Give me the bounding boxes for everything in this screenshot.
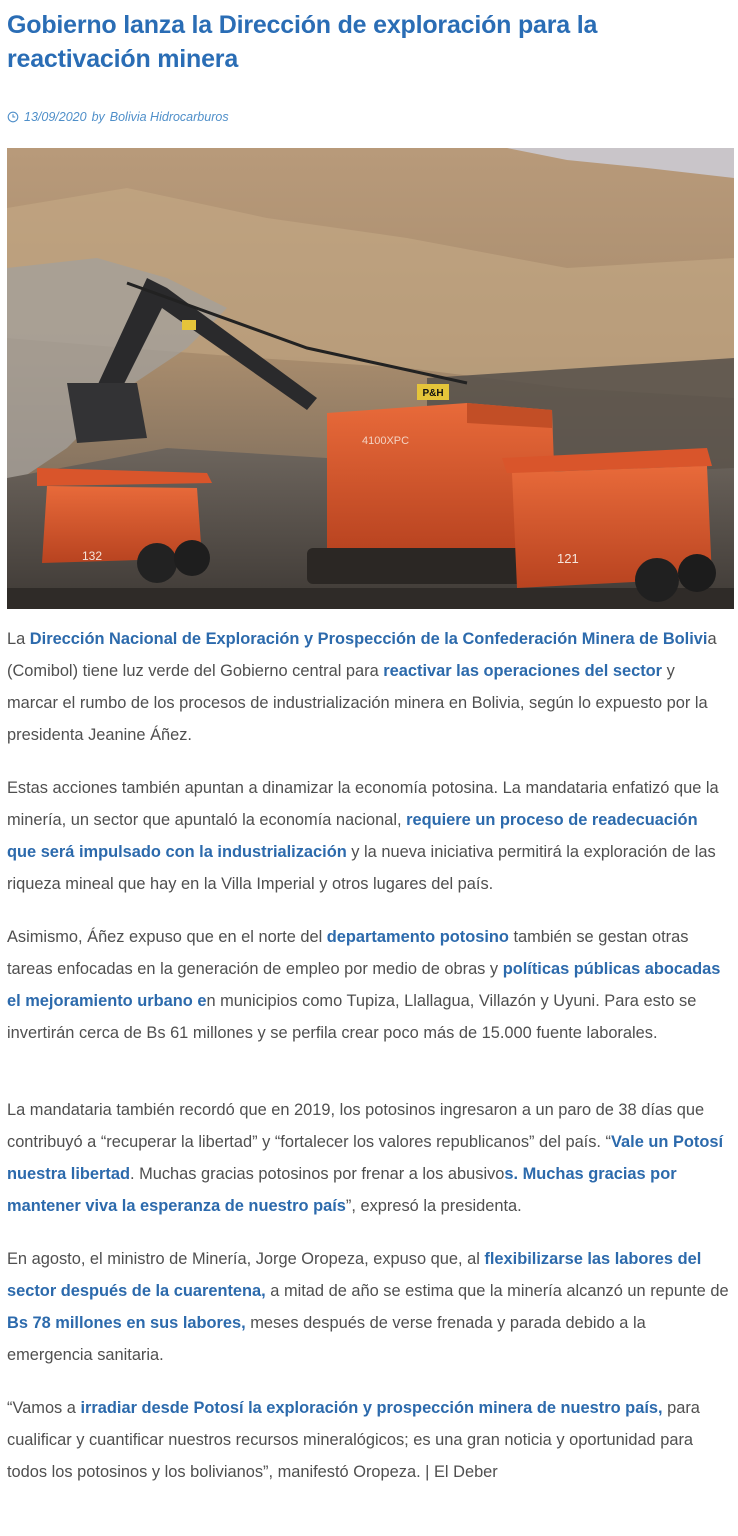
paragraph-2 bbox=[7, 772, 729, 900]
highlight-text: s. Muchas gracias por mantener viva la esperanza de nuestro país bbox=[7, 1165, 677, 1215]
paragraph-text: para cualificar y cuantificar nuestros recursos mineralógicos; es una gran noticia y oportunidad para todos los potosinos y los bolivianos”, manifestó Oropeza. | El Deber bbox=[7, 1399, 700, 1481]
paragraph-text: Asimismo, Áñez expuso que en el norte del bbox=[7, 928, 327, 946]
paragraph-text: meses después de verse frenada y parada debido a la emergencia sanitaria. bbox=[7, 1314, 646, 1364]
truck-left-number: 132 bbox=[82, 549, 103, 563]
truck-right-number: 121 bbox=[557, 551, 579, 566]
highlight-text: flexibilizarse las labores del sector después de la cuarentena, bbox=[7, 1250, 702, 1300]
paragraph-text: . Muchas gracias potosinos por frenar a los abusivo bbox=[129, 1165, 505, 1183]
highlight-text: Bs 78 millones en sus labores, bbox=[7, 1314, 246, 1332]
paragraph-text: a mitad de año se estima que la minería alcanzó un repunte de bbox=[265, 1282, 729, 1300]
clock-icon bbox=[7, 111, 19, 123]
highlight-text: departamento potosino bbox=[326, 928, 509, 946]
article-body bbox=[7, 623, 729, 1509]
highlight-text: irradiar desde Potosí la exploración y prospección minera de nuestro país, bbox=[80, 1399, 663, 1417]
article-date: 13/09/2020 bbox=[24, 110, 87, 124]
paragraph-text: y marcar el rumbo de los procesos de industrialización minera en Bolivia, según lo expuesto por la presidenta Jeanine Áñez. bbox=[7, 662, 708, 744]
shovel-brand-label: P&H bbox=[422, 388, 444, 399]
paragraph-3 bbox=[7, 921, 729, 1049]
shovel-model-label: 4100XPC bbox=[362, 435, 410, 447]
mining-photo bbox=[7, 148, 734, 609]
highlight-text: requiere un proceso de readecuación que será impulsado con la industrialización bbox=[7, 811, 698, 861]
highlight-text: Vale un Potosí nuestra libertad bbox=[7, 1133, 724, 1183]
paragraph-text: La mandataria también recordó que en 2019, los potosinos ingresaron a un paro de 38 días que contribuyó a “recuperar la libertad” y “fortalecer los valores republicanos” del país. “ bbox=[7, 1101, 705, 1151]
paragraph-text: “Vamos a bbox=[7, 1399, 81, 1417]
paragraph-4 bbox=[7, 1094, 729, 1222]
paragraph-text: Estas acciones también apuntan a dinamizar la economía potosina. La mandataria enfatizó que la minería, un sector que apuntaló la economía nacional, bbox=[7, 779, 719, 829]
paragraph-text: también se gestan otras tareas enfocadas en la generación de empleo por medio de obras y bbox=[7, 928, 689, 978]
highlight-text: políticas públicas abocadas el mejoramiento urbano e bbox=[7, 960, 721, 1010]
byline-prefix: by bbox=[91, 110, 105, 124]
paragraph-text: y la nueva iniciativa permitirá la exploración de las riqueza mineal que hay en la Villa Imperial y otros lugares del país. bbox=[7, 843, 716, 893]
highlight-text: Dirección Nacional de Exploración y Prospección de la Confederación Minera de Bolivi bbox=[29, 630, 708, 648]
paragraph-5 bbox=[7, 1243, 729, 1371]
highlight-text: reactivar las operaciones del sector bbox=[383, 662, 663, 680]
article-meta bbox=[7, 110, 229, 124]
paragraph-1 bbox=[7, 623, 729, 751]
paragraph-text: a (Comibol) tiene luz verde del Gobierno central para bbox=[7, 630, 717, 680]
paragraph-text: n municipios como Tupiza, Llallagua, Villazón y Uyuni. Para esto se invertirán cerca de Bs 61 millones y se perfila crear poco más de 15.000 fuente laborales. bbox=[7, 992, 697, 1042]
article-title: Gobierno lanza la Dirección de exploración para la reactivación minera bbox=[7, 11, 598, 73]
paragraph-text: En agosto, el ministro de Minería, Jorge Oropeza, expuso que, al bbox=[7, 1250, 485, 1268]
paragraph-6 bbox=[7, 1392, 729, 1488]
paragraph-text: ”, expresó la presidenta. bbox=[345, 1197, 522, 1215]
article-author[interactable]: Bolivia Hidrocarburos bbox=[109, 110, 229, 124]
paragraph-text: La bbox=[7, 630, 30, 648]
